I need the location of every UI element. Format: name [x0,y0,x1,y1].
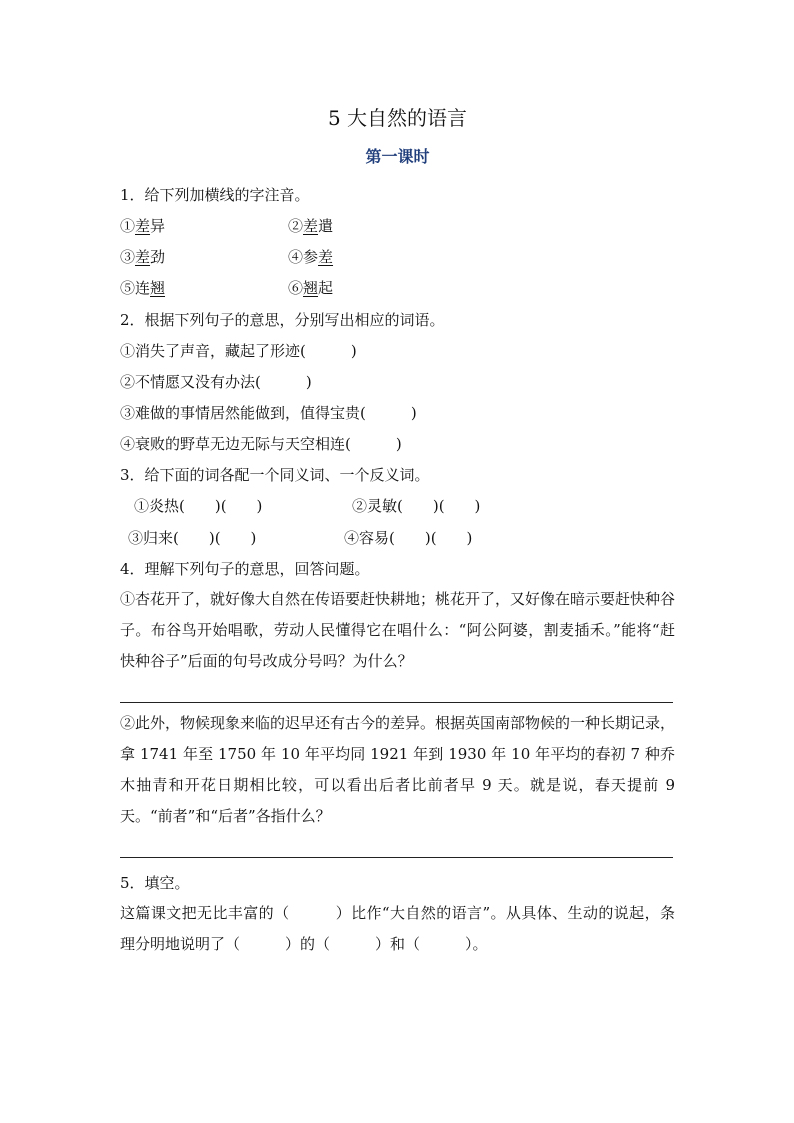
q1-item-6: ⑥翘起 [288,279,334,297]
lesson-subtitle: 第一课时 [365,147,430,166]
q1-item-2: ②差遣 [288,217,334,235]
q4-answer-line-2[interactable] [120,857,673,858]
q3-item-4: ④容易( )( ) [344,529,473,547]
q5-stem: 5．填空。 [120,874,190,892]
q3-item-3: ③归来( )( ) [128,529,257,547]
q1-item-4: ④参差 [288,248,334,266]
q2-item-4: ④衰败的野草无边无际与天空相连( ) [120,435,402,453]
q1-stem: 1．给下列加横线的字注音。 [120,186,310,204]
q4-answer-line-1[interactable] [120,702,673,703]
q2-item-3: ③难做的事情居然能做到，值得宝贵( ) [120,404,417,422]
q4-passage-1: ①杏花开了，就好像大自然在传语要赶快耕地；桃花开了，又好像在暗示要赶快种谷子。布谷鸟开始唱歌，劳动人民懂得它在唱什么：“阿公阿婆，割麦插禾。”能将“赶快种谷子”后面的句号改成分号吗？为什么？ [120,590,676,670]
q1-item-3: ③差劲 [120,248,166,266]
q1-item-5: ⑤连翘 [120,279,166,297]
q4-stem: 4．理解下列句子的意思，回答问题。 [120,560,370,578]
q3-item-2: ②灵敏( )( ) [352,497,481,515]
q2-item-2: ②不情愿又没有办法( ) [120,373,312,391]
q2-stem: 2．根据下列句子的意思，分别写出相应的词语。 [120,311,445,329]
q4-passage-2: ②此外，物候现象来临的迟早还有古今的差异。根据英国南部物候的一种长期记录，拿 1741 年至 1750 年 10 年平均同 1921 年到 1930 年 10 年平均的春初 7 种乔木抽青和开花日期相比较，可以看出后者比前者早 9 天。就是说，春天提前 9 天。“前者”和“后者”各指什么？ [120,714,676,825]
page-title: 5 大自然的语言 [327,106,468,130]
q3-stem: 3．给下面的词各配一个同义词、一个反义词。 [120,466,430,484]
q1-item-1: ①差异 [120,217,166,235]
q3-item-1: ①炎热( )( ) [134,497,263,515]
q2-item-1: ①消失了声音，藏起了形迹( ) [120,342,357,360]
q5-fill-text: 这篇课文把无比丰富的（ ）比作“大自然的语言”。从具体、生动的说起，条理分明地说明了（ ）的（ ）和（ ）。 [120,904,675,953]
